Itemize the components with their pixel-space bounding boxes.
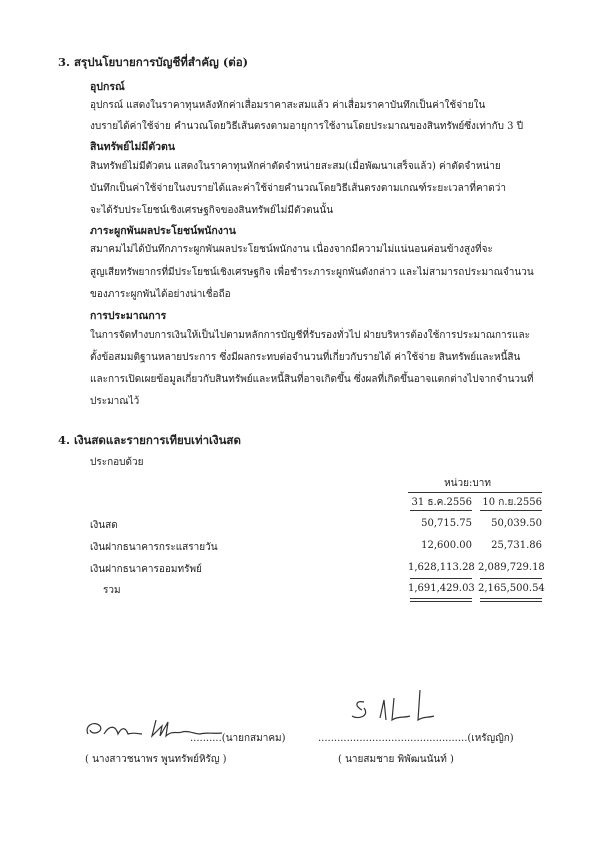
equipment-line-1: อุปกรณ์ แสดงในราคาทุนหลังหักค่าเสื่อมราคาสะสมแล้ว ค่าเสื่อมราคาบันทึกเป็นค่าใช้จ่ายใน [90, 100, 486, 111]
total-value-1: 1,691,429.03 [408, 583, 475, 594]
total-underline-1b [410, 601, 472, 602]
unit-label: หน่วย:บาท [444, 478, 491, 489]
equipment-line-2: งบรายได้ค่าใช้จ่าย คำนวณโดยวิธีเส้นตรงตามอายุการใช้งานโดยประมาณของสินทรัพย์ซึ่งเท่ากับ 3 ปี [90, 121, 524, 132]
column-header-2: 10 ก.ย.2556 [482, 497, 542, 508]
row-savings-value-1: 1,628,113.28 [408, 562, 475, 573]
row-label-current: เงินฝากธนาคารกระแสรายวัน [90, 542, 218, 553]
intangible-line-2: บันทึกเป็นค่าใช้จ่ายในงบรายได้และค่าใช้จ่ายคำนวณโดยวิธีเส้นตรงตามเกณฑ์ระยะเวลาที่คาดว่า [90, 183, 507, 194]
total-underline-1a [410, 598, 472, 599]
row-current-value-2: 25,731.86 [491, 540, 542, 551]
treasurer-signature [348, 686, 448, 732]
row-savings-value-2: 2,089,729.18 [478, 562, 545, 573]
employee-benefit-title: ภาระผูกพันผลประโยชน์พนักงาน [90, 225, 236, 237]
employee-benefit-line-1: สมาคมไม่ได้บันทึกภาระผูกพันผลประโยชน์พนักงาน เนื่องจากมีความไม่แน่นอนค่อนข้างสูงที่จะ [90, 244, 493, 255]
unit-underline [408, 492, 542, 493]
estimates-line-2: ตั้งข้อสมมติฐานหลายประการ ซึ่งมีผลกระทบต่อจำนวนที่เกี่ยวกับรายได้ ค่าใช้จ่าย สินทรัพย์และหนี้สิน [90, 352, 521, 363]
section4-heading: 4. เงินสดและรายการเทียบเท่าเงินสด [58, 433, 241, 447]
president-name: ( นางสาวชนาพร พูนทรัพย์หิรัญ ) [85, 754, 227, 765]
row-current-value-1: 12,600.00 [421, 540, 472, 551]
intangible-line-3: จะได้รับประโยชน์เชิงเศรษฐกิจของสินทรัพย์ไม่มีตัวตนนั้น [90, 205, 334, 216]
estimates-title: การประมาณการ [90, 310, 167, 322]
column-header-1: 31 ธ.ค.2556 [411, 497, 472, 508]
estimates-line-3: และการเปิดเผยข้อมูลเกี่ยวกับสินทรัพย์และหนี้สินที่อาจเกิดขึ้น ซึ่งผลที่เกิดขึ้นอาจแตกต่างไปจากจำนวนที่ [90, 374, 534, 385]
row-cash-value-2: 50,039.50 [491, 518, 542, 529]
total-label: รวม [103, 585, 121, 596]
intangible-line-1: สินทรัพย์ไม่มีตัวตน แสดงในราคาทุนหักค่าตัดจำหน่ายสะสม(เมื่อพัฒนาเสร็จแล้ว) ค่าตัดจำหน่าย [90, 161, 501, 172]
intangible-title: สินทรัพย์ไม่มีตัวตน [90, 141, 176, 153]
total-topline-2 [480, 578, 542, 579]
estimates-line-1: ในการจัดทำงบการเงินให้เป็นไปตามหลักการบัญชีที่รับรองทั่วไป ฝ่ายบริหารต้องใช้การประมาณการและ [90, 330, 530, 341]
employee-benefit-line-2: สูญเสียทรัพยากรที่มีประโยชน์เชิงเศรษฐกิจ เพื่อชำระภาระผูกพันดังกล่าว และไม่สามารถประมาณจำนวน [90, 267, 534, 278]
section3-heading: 3. สรุปนโยบายการบัญชีที่สำคัญ (ต่อ) [58, 55, 249, 69]
header-underline-2 [480, 510, 542, 511]
estimates-line-4: ประมาณไว้ [90, 396, 140, 407]
section4-intro: ประกอบด้วย [90, 457, 144, 468]
header-underline-1 [410, 510, 472, 511]
row-label-savings: เงินฝากธนาคารออมทรัพย์ [90, 564, 202, 575]
employee-benefit-line-3: ของภาระผูกพันได้อย่างน่าเชื่อถือ [90, 289, 231, 300]
total-underline-2a [480, 598, 542, 599]
treasurer-name: ( นายสมชาย พิพัฒนนันท์ ) [338, 754, 454, 765]
equipment-title: อุปกรณ์ [90, 81, 125, 93]
total-value-2: 2,165,500.54 [478, 583, 545, 594]
total-topline-1 [410, 578, 472, 579]
president-role: ..........(นายกสมาคม) [190, 733, 286, 744]
treasurer-role: ...............................................(เหรัญญิก) [318, 733, 514, 744]
row-cash-value-1: 50,715.75 [421, 518, 472, 529]
row-label-cash: เงินสด [90, 520, 118, 531]
total-underline-2b [480, 601, 542, 602]
